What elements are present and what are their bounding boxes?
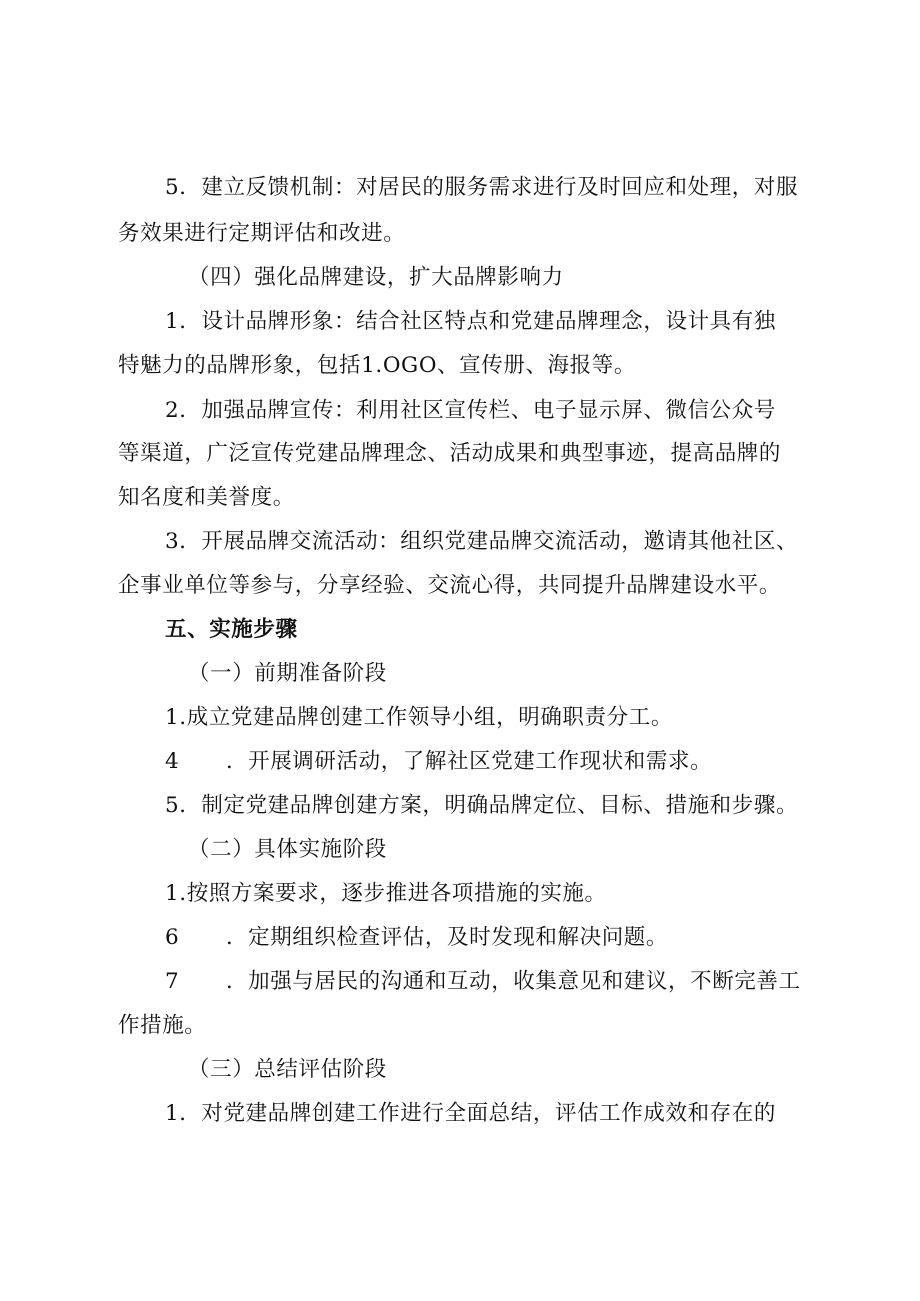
paragraph-line: 1．设计品牌形象：结合社区特点和党建品牌理念，设计具有独 <box>165 309 776 334</box>
paragraph-line: ．加强与居民的沟通和互动，收集意见和建议，不断完善工 <box>226 969 801 994</box>
paragraph-line: 知名度和美誉度。 <box>118 485 295 510</box>
list-number: 4 <box>165 749 180 774</box>
paragraph-line: ．定期组织检查评估，及时发现和解决问题。 <box>226 925 669 950</box>
paragraph-line: 务效果进行定期评估和改进。 <box>118 221 406 246</box>
list-number: 6 <box>165 925 180 950</box>
paragraph-line: 5．建立反馈机制：对居民的服务需求进行及时回应和处理，对服 <box>165 175 799 200</box>
section-subheading: （三）总结评估阶段 <box>188 1057 387 1082</box>
paragraph-line: 1.按照方案要求，逐步推进各项措施的实施。 <box>165 881 607 906</box>
paragraph-line: 特魅力的品牌形象，包括1.OGO、宣传册、海报等。 <box>118 353 636 378</box>
paragraph-line: 1．对党建品牌创建工作进行全面总结，评估工作成效和存在的 <box>165 1101 776 1126</box>
paragraph-line: ．开展调研活动，了解社区党建工作现状和需求。 <box>226 749 713 774</box>
paragraph-line: 3．开展品牌交流活动：组织党建品牌交流活动，邀请其他社区、 <box>165 529 799 554</box>
list-number: 7 <box>165 969 180 994</box>
section-subheading: （一）前期准备阶段 <box>188 661 387 686</box>
section-subheading: （四）强化品牌建设，扩大品牌影响力 <box>188 265 564 290</box>
paragraph-line: 企事业单位等参与，分享经验、交流心得，共同提升品牌建设水平。 <box>118 573 782 598</box>
paragraph-line: 5．制定党建品牌创建方案，明确品牌定位、目标、措施和步骤。 <box>165 793 799 818</box>
paragraph-line: 等渠道，广泛宣传党建品牌理念、活动成果和典型事迹，提高品牌的 <box>118 441 782 466</box>
section-subheading: （二）具体实施阶段 <box>188 837 387 862</box>
paragraph-line: 1.成立党建品牌创建工作领导小组，明确职责分工。 <box>165 705 673 730</box>
paragraph-line: 2．加强品牌宣传：利用社区宣传栏、电子显示屏、微信公众号 <box>165 398 776 423</box>
paragraph-line: 作措施。 <box>118 1013 207 1038</box>
section-heading: 五、实施步骤 <box>165 617 298 642</box>
